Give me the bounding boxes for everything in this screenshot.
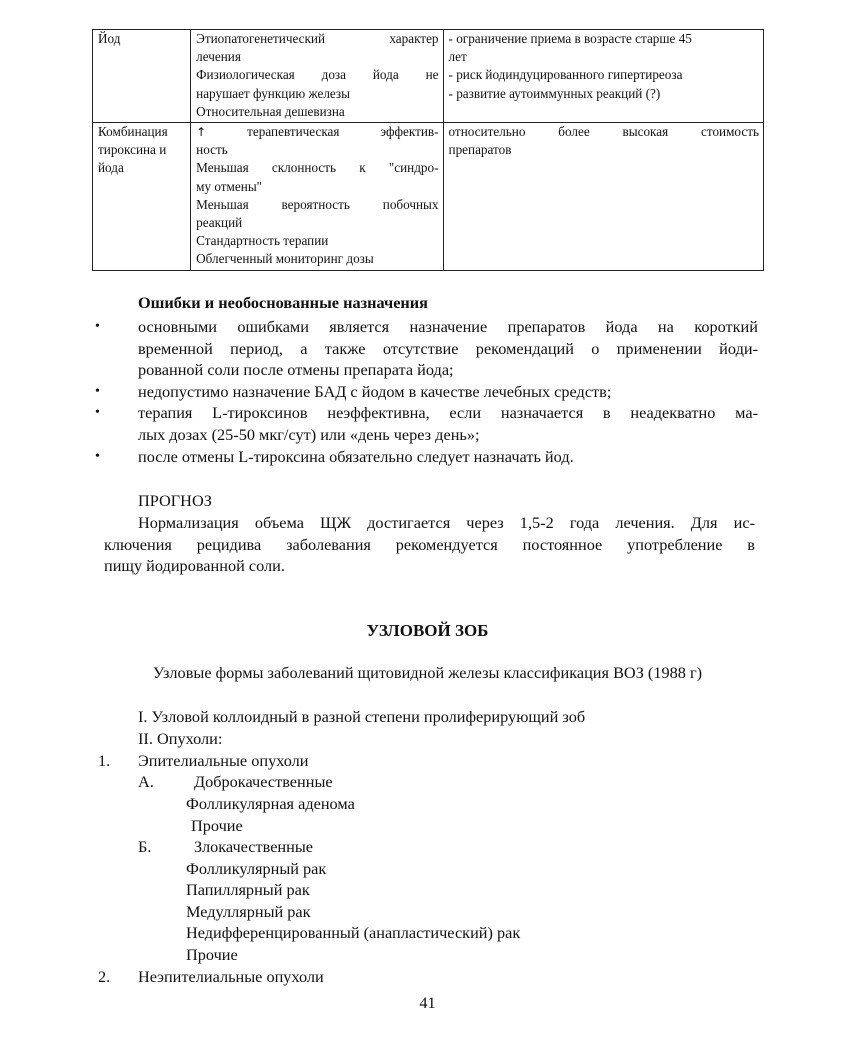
cell-line: Йод [98,31,121,46]
table-cell [93,123,191,271]
list-item-line: временной период, а также отсутствие рекомендаций о применении йоди- [138,338,758,358]
table-cell [443,30,763,123]
cell-line: Стандартность терапии [196,233,329,249]
list-item-line: недопустимо назначение БАД с йодом в качестве лечебных средств; [138,381,612,401]
page-number: 41 [419,993,436,1012]
cell-line: относительно более высокая стоимость [448,124,759,140]
errors-list [92,316,758,467]
cell-line: - риск йодиндуцированного гипертиреоза [448,67,683,83]
cell-line: лечения [196,49,241,65]
cell-line-text: терапевтическая эффектив- [247,124,439,140]
classification-item: Недифференцированный (анапластический) рак [186,923,521,942]
cell-line: Относительная дешевизна [196,103,345,119]
cell-line: йода [98,160,124,176]
bullet-icon: • [95,383,100,399]
cell-line: Меньшая вероятность побочных [196,196,439,212]
table-cell [191,123,443,271]
cell-line: реакций [196,215,243,231]
list-item-line: терапия L-тироксинов неэффективна, если назначается в неадекватно ма- [138,403,758,423]
classification-item: I. Узловой коллоидный в разной степени пролиферирующий зоб [138,707,586,726]
list-marker: Б. [138,837,152,856]
cell-line: лет [448,49,467,65]
prognosis-heading: ПРОГНОЗ [138,491,212,510]
list-number: 2. [98,967,111,986]
classification-item: II. Опухоли: [138,729,223,748]
list-item-line: после отмены L-тироксина обязательно следует назначать йод. [138,446,574,466]
classification-item: Фолликулярный рак [186,859,327,878]
classification-item: Папиллярный рак [186,880,310,899]
list-item-line: основными ошибками является назначение препаратов йода на короткий [138,317,758,336]
bullet-icon: • [95,448,100,464]
cell-line: - развитие аутоиммунных реакций (?) [448,85,661,101]
list-marker: А. [138,772,154,791]
classification-item: Фолликулярная аденома [186,794,355,813]
cell-line: Этиопатогенетический характер [196,31,439,46]
prognosis-paragraph [104,512,755,577]
classification-item: Неэпителиальные опухоли [138,967,324,986]
table-cell [443,123,763,271]
classification-title: Узловые формы заболеваний щитовидной железы классификация ВОЗ (1988 г) [152,663,703,682]
table-cell [93,30,191,123]
classification-item: Прочие [191,816,243,835]
table-row [93,30,764,123]
classification-item: Доброкачественные [194,772,333,791]
cell-line: му отмены" [196,178,263,194]
table-cell [191,30,443,123]
classification-item: Медуллярный рак [186,902,311,921]
paragraph-line: пищу йодированной соли. [104,556,285,576]
paragraph-line: Нормализация объема ЩЖ достигается через 1,5-2 года лечения. Для ис- [138,513,755,532]
cell-line: нарушает функцию железы [196,85,350,101]
list-item [92,402,758,445]
table-row [93,123,764,271]
list-item [92,381,758,403]
list-number: 1. [98,751,111,770]
cell-line: Меньшая склонность к "синдро- [196,160,439,176]
comparison-table [92,29,764,271]
section-title: УЗЛОВОЙ ЗОБ [366,621,489,640]
cell-line: - ограничение приема в возрасте старше 45 [448,31,692,46]
list-item [92,316,758,381]
list-item [92,446,758,468]
classification-item: Прочие [186,945,238,964]
errors-heading: Ошибки и необоснованные назначения [138,293,428,312]
classification-item: Эпителиальные опухоли [138,751,309,770]
paragraph-line: ключения рецидива заболевания рекомендуется постоянное употребление в [104,534,755,554]
bullet-icon: • [95,319,100,334]
cell-line: Физиологическая доза йода не [196,67,439,83]
cell-line: препаратов [448,142,512,158]
list-item-line: рованной соли после отмены препарата йода; [138,360,454,380]
arrow-up-icon: ↑ [196,125,207,140]
classification-item: Злокачественные [194,837,314,856]
cell-line: тироксина и [98,142,167,158]
cell-line: Облегченный мониторинг дозы [196,251,374,267]
cell-line: Комбинация [98,124,168,140]
bullet-icon: • [95,405,100,421]
cell-line [196,123,438,141]
list-item-line: лых дозах (25-50 мкг/сут) или «день через день»; [138,424,480,444]
cell-line: ность [196,142,228,158]
